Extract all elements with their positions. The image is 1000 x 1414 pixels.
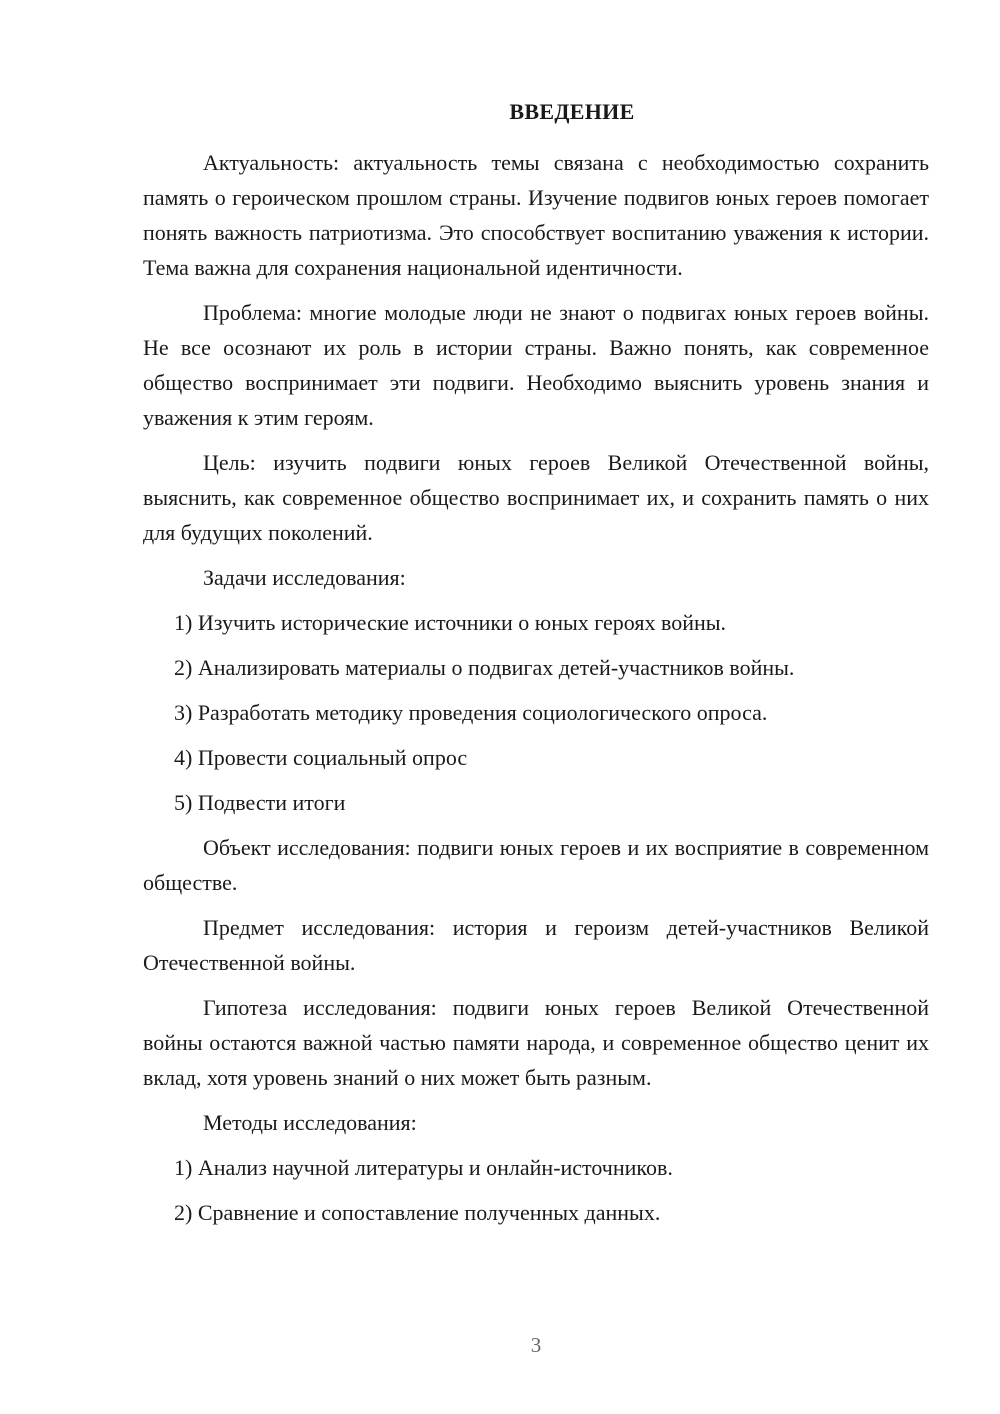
- task-item: 2) Анализировать материалы о подвигах детей-участников войны.: [174, 655, 795, 680]
- section-heading: ВВЕДЕНИЕ: [509, 99, 635, 124]
- page-number: 3: [530, 1333, 542, 1357]
- hypothesis-paragraph: Гипотеза исследования: подвиги юных героев Великой Отечественной войны остаются важной частью памяти народа, и современное общество ценит их вклад, хотя уровень знаний о них может быть разным.: [143, 995, 929, 1090]
- tasks-label: Задачи исследования:: [203, 565, 406, 590]
- problem-paragraph: Проблема: многие молодые люди не знают о подвигах юных героев войны. Не все осознают их роль в истории страны. Важно понять, как современное общество воспринимает эти подвиги. Необходимо выяснить уровень знания и уважения к этим героям.: [143, 300, 929, 430]
- subject-paragraph: Предмет исследования: история и героизм детей-участников Великой Отечественной войны.: [143, 915, 929, 975]
- method-item: 2) Сравнение и сопоставление полученных данных.: [174, 1200, 661, 1225]
- goal-paragraph: Цель: изучить подвиги юных героев Великой Отечественной войны, выяснить, как современное общество воспринимает их, и сохранить память о них для будущих поколений.: [143, 450, 929, 545]
- task-item: 3) Разработать методику проведения социологического опроса.: [174, 700, 768, 725]
- method-item: 1) Анализ научной литературы и онлайн-источников.: [174, 1155, 673, 1180]
- relevance-paragraph: Актуальность: актуальность темы связана с необходимостью сохранить память о героическом прошлом страны. Изучение подвигов юных героев помогает понять важность патриотизма. Это способствует воспитанию уважения к истории. Тема важна для сохранения национальной идентичности.: [143, 150, 929, 280]
- page-content: [143, 94, 929, 1240]
- task-item: 5) Подвести итоги: [174, 790, 346, 815]
- object-paragraph: Объект исследования: подвиги юных героев и их восприятие в современном обществе.: [143, 835, 929, 895]
- task-item: 4) Провести социальный опрос: [174, 745, 468, 770]
- methods-label: Методы исследования:: [203, 1110, 417, 1135]
- task-item: 1) Изучить исторические источники о юных героях войны.: [174, 610, 727, 635]
